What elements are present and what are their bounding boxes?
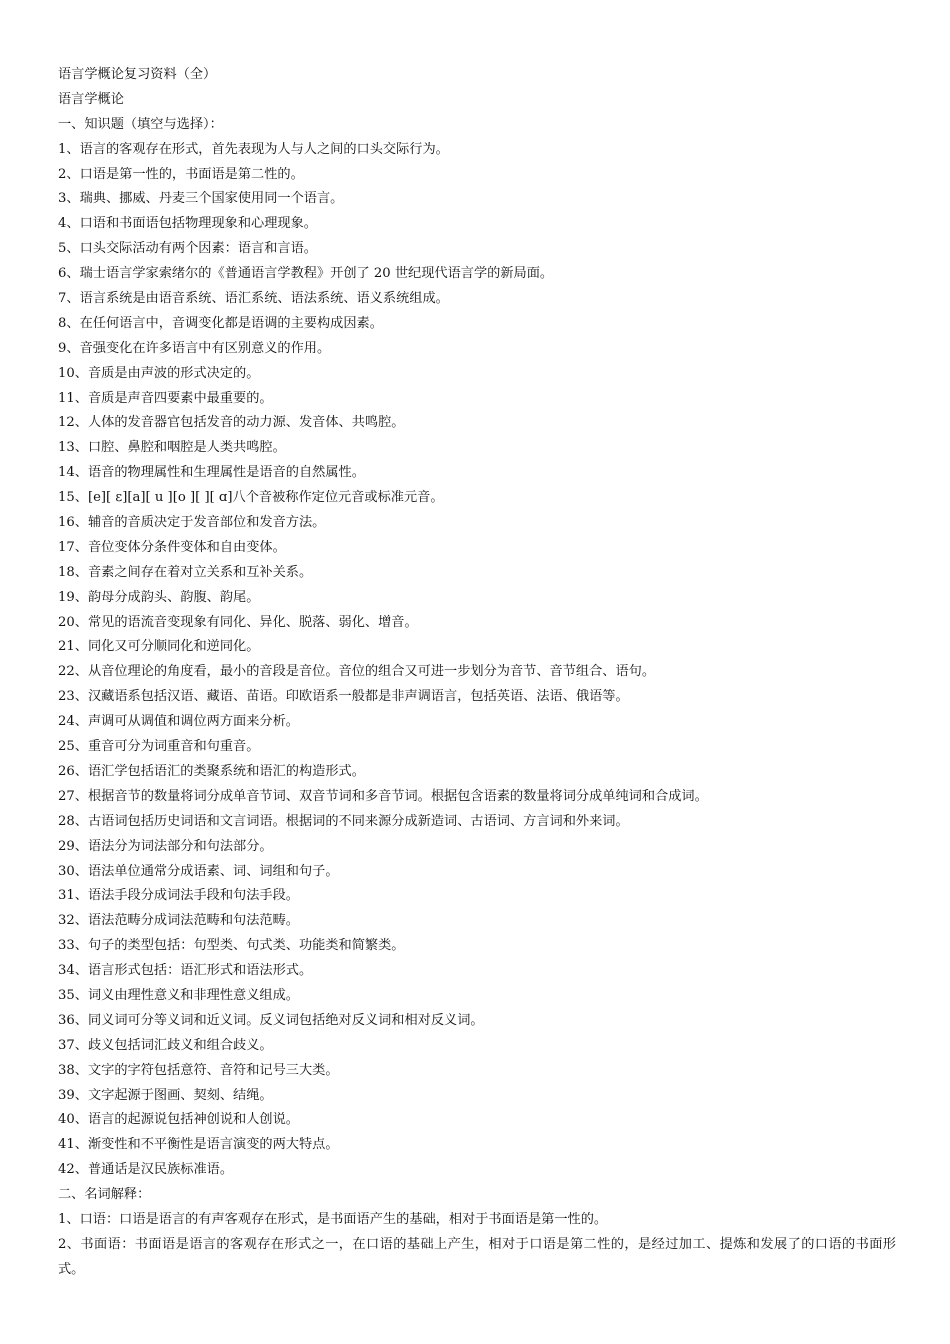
list-item: 15、[e][ ε][a][ u ][o ][ ][ ɑ]八个音被称作定位元音或标准元音。 [58, 490, 444, 506]
list-item: 41、渐变性和不平衡性是语言演变的两大特点。 [58, 1137, 339, 1153]
list-item: 30、语法单位通常分成语素、词、词组和句子。 [58, 863, 339, 879]
document-body [58, 63, 896, 1283]
list-item: 2、口语是第一性的，书面语是第二性的。 [58, 166, 304, 182]
list-item: 21、同化又可分顺同化和逆同化。 [58, 639, 260, 655]
list-item: 39、文字起源于图画、契刻、结绳。 [58, 1087, 273, 1103]
list-item: 37、歧义包括词汇歧义和组合歧义。 [58, 1037, 273, 1053]
list-item: 11、音质是声音四要素中最重要的。 [58, 390, 273, 406]
section-2-list [58, 1208, 896, 1283]
list-item: 16、辅音的音质决定于发音部位和发音方法。 [58, 515, 326, 531]
list-item: 35、词义由理性意义和非理性意义组成。 [58, 987, 299, 1003]
list-item: 1、口语：口语是语言的有声客观存在形式，是书面语产生的基础，相对于书面语是第一性的。 [58, 1211, 608, 1227]
list-item: 28、古语词包括历史词语和文言词语。根据词的不同来源分成新造词、古语词、方言词和外来词。 [58, 813, 629, 829]
list-item: 4、口语和书面语包括物理现象和心理现象。 [58, 216, 317, 232]
list-item: 23、汉藏语系包括汉语、藏语、苗语。印欧语系一般都是非声调语言，包括英语、法语、俄语等。 [58, 689, 629, 705]
list-item: 12、人体的发音器官包括发音的动力源、发音体、共鸣腔。 [58, 415, 405, 431]
list-item: 19、韵母分成韵头、韵腹、韵尾。 [58, 589, 260, 605]
list-item: 20、常见的语流音变现象有同化、异化、脱落、弱化、增音。 [58, 614, 418, 630]
list-item: 1、语言的客观存在形式，首先表现为人与人之间的口头交际行为。 [58, 141, 449, 157]
section-1-heading: 一、知识题（填空与选择）： [58, 116, 223, 132]
list-item: 9、音强变化在许多语言中有区别意义的作用。 [58, 340, 331, 356]
list-item: 27、根据音节的数量将词分成单音节词、双音节词和多音节词。根据包含语素的数量将词分成单纯词和合成词。 [58, 788, 708, 804]
list-item: 6、瑞士语言学家索绪尔的《普通语言学教程》开创了 20 世纪现代语言学的新局面。 [58, 266, 554, 282]
list-item: 40、语言的起源说包括神创说和人创说。 [58, 1112, 299, 1128]
list-item: 8、在任何语言中，音调变化都是语调的主要构成因素。 [58, 315, 383, 331]
list-item: 5、口头交际活动有两个因素：语言和言语。 [58, 241, 317, 257]
list-item: 38、文字的字符包括意符、音符和记号三大类。 [58, 1062, 339, 1078]
section-2-heading: 二、名词解释： [58, 1187, 151, 1203]
list-item: 26、语汇学包括语汇的类聚系统和语汇的构造形式。 [58, 763, 365, 779]
list-item: 34、语言形式包括：语汇形式和语法形式。 [58, 963, 313, 979]
list-item: 42、普通话是汉民族标准语。 [58, 1162, 234, 1178]
list-item: 22、从音位理论的角度看，最小的音段是音位。音位的组合又可进一步划分为音节、音节组合、语句。 [58, 664, 656, 680]
list-item: 24、声调可从调值和调位两方面来分析。 [58, 714, 299, 730]
list-item: 33、句子的类型包括：句型类、句式类、功能类和简繁类。 [58, 938, 405, 954]
list-item: 32、语法范畴分成词法范畴和句法范畴。 [58, 913, 299, 929]
list-item: 36、同义词可分等义词和近义词。反义词包括绝对反义词和相对反义词。 [58, 1012, 484, 1028]
list-item: 2、书面语：书面语是语言的客观存在形式之一，在口语的基础上产生，相对于口语是第二性的，是经过加工、提炼和发展了的口语的书面形式。 [58, 1236, 896, 1277]
list-item: 10、音质是由声波的形式决定的。 [58, 365, 260, 381]
list-item: 18、音素之间存在着对立关系和互补关系。 [58, 564, 313, 580]
list-item: 29、语法分为词法部分和句法部分。 [58, 838, 273, 854]
document-title: 语言学概论复习资料（全） [58, 67, 217, 82]
list-item: 14、语音的物理属性和生理属性是语音的自然属性。 [58, 465, 365, 481]
section-1-list [58, 138, 896, 1183]
list-item: 25、重音可分为词重音和句重音。 [58, 739, 260, 755]
list-item: 31、语法手段分成词法手段和句法手段。 [58, 888, 299, 904]
list-item: 17、音位变体分条件变体和自由变体。 [58, 539, 286, 555]
document-subtitle: 语言学概论 [58, 91, 124, 107]
list-item: 7、语言系统是由语音系统、语汇系统、语法系统、语义系统组成。 [58, 291, 449, 307]
list-item: 13、口腔、鼻腔和咽腔是人类共鸣腔。 [58, 440, 286, 456]
list-item: 3、瑞典、挪威、丹麦三个国家使用同一个语言。 [58, 191, 344, 207]
